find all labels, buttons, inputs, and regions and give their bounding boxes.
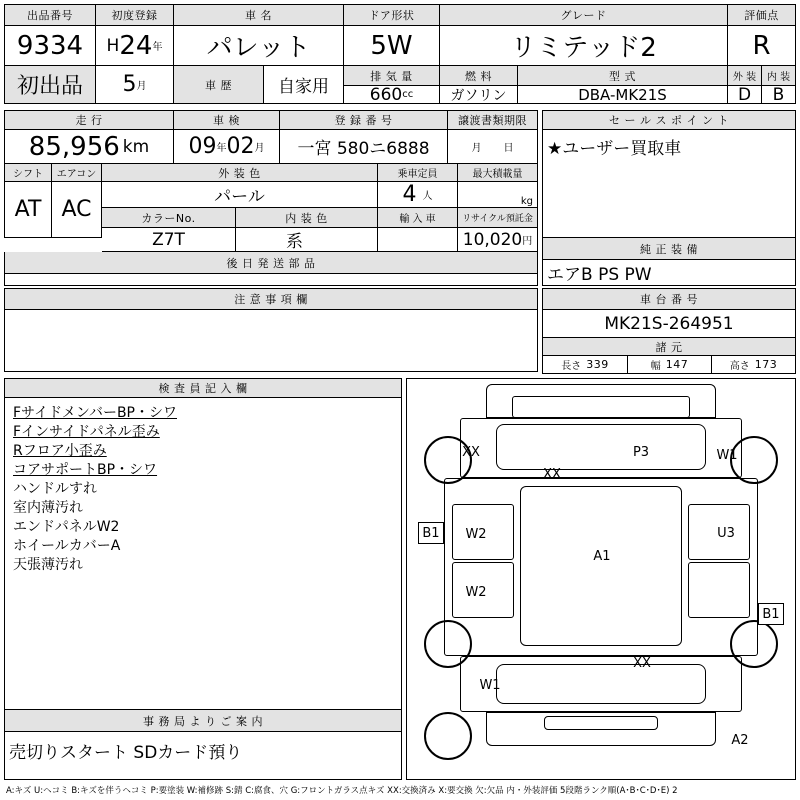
shaken-label: 車 検 [174, 110, 280, 130]
inspection-line: エンドパネルW2 [13, 519, 120, 535]
inspection-line: 天張薄汚れ [13, 557, 83, 573]
width-label: 幅 [650, 361, 661, 372]
first-reg-year-value: 24 [119, 30, 153, 61]
shaken-value [174, 130, 280, 164]
interior-grade-value: B [762, 86, 796, 104]
first-reg-label: 初度登録 [96, 4, 174, 26]
max-load-label: 最大積載量 [458, 164, 538, 182]
transfer-value [448, 130, 538, 164]
capacity-label: 乗車定員 [378, 164, 458, 182]
max-load-value [458, 182, 538, 208]
import-label: 輸 入 車 [378, 208, 458, 228]
diagram-rear-plate [544, 716, 658, 730]
shaken-year-unit: 年 [216, 143, 227, 154]
chassis-value: MK21S-264951 [542, 310, 796, 338]
first-reg-era: H [106, 35, 120, 56]
exterior-grade-label: 外 装 [728, 66, 762, 86]
grade-label: グレード [440, 4, 728, 26]
reg-no-label: 登 録 番 号 [280, 110, 448, 130]
length-cell [542, 356, 628, 374]
equipment-text: エアB PS PW [547, 265, 652, 285]
inspection-list [4, 398, 402, 710]
shaken-year: 09 [188, 134, 217, 159]
door-value: 5W [344, 26, 440, 66]
office-label: 事 務 局 よ り ご 案 内 [4, 710, 402, 732]
diagram-wheel-rear-left [424, 620, 472, 668]
chassis-label: 車 台 番 号 [542, 288, 796, 310]
ext-color-label: 外 装 色 [102, 164, 378, 182]
int-color-label: 内 装 色 [236, 208, 378, 228]
model-value: DBA-MK21S [518, 86, 728, 104]
transfer-month-unit: 月 [471, 143, 482, 154]
import-value [378, 228, 458, 252]
car-name-value: パレット [174, 26, 344, 66]
inspection-label: 検 査 員 記 入 欄 [4, 378, 402, 398]
diagram-mark: W2 [465, 584, 487, 600]
fuel-value: ガソリン [440, 86, 518, 104]
fuel-label: 燃 料 [440, 66, 518, 86]
transfer-day-unit: 日 [503, 143, 514, 154]
lot-no-label: 出品番号 [4, 4, 96, 26]
exterior-grade-value: D [728, 86, 762, 104]
diagram-mark: XX [462, 444, 480, 460]
capacity-number: 4 [402, 182, 417, 207]
diagram-mark: XX [543, 466, 561, 482]
diagram-mark: B1 [418, 522, 444, 544]
int-color-value [236, 228, 378, 252]
diagram-mark: XX [633, 655, 651, 671]
capacity-value [378, 182, 458, 208]
int-color-suffix: 系 [286, 232, 303, 252]
grade-value: リミテッド2 [440, 26, 728, 66]
height-cell [712, 356, 796, 374]
width-cell [628, 356, 712, 374]
first-reg-month [96, 66, 174, 104]
inspection-line: ハンドルすれ [13, 481, 97, 497]
office-value [4, 732, 402, 780]
later-parts-value [4, 274, 538, 286]
inspection-line: コアサポートBP・シワ [13, 462, 158, 478]
dimensions-label: 諸 元 [542, 338, 796, 356]
diagram-mark: W1 [479, 677, 501, 693]
car-name-label: 車 名 [174, 4, 344, 26]
capacity-unit: 人 [422, 191, 433, 202]
history-label: 車 歴 [174, 66, 264, 104]
later-parts-label: 後 日 発 送 部 品 [4, 252, 538, 274]
shift-value: AT [4, 182, 52, 238]
diagram-roof [520, 486, 682, 646]
recycle-label: リサイクル預託金 [458, 208, 538, 228]
height-value: 173 [754, 358, 778, 371]
model-label: 型 式 [518, 66, 728, 86]
diagram-mark: U3 [717, 525, 735, 541]
first-reg-year-unit: 年 [152, 42, 163, 53]
inspection-line: Fインサイドパネル歪み [13, 424, 160, 440]
displacement-unit: cc [402, 89, 414, 100]
mileage-label: 走 行 [4, 110, 174, 130]
lot-no-value: 9334 [4, 26, 96, 66]
sales-point-text: ★ユーザー買取車 [547, 139, 682, 159]
inspection-line: FサイドメンバーBP・シワ [13, 405, 177, 421]
mileage-number: 85,956 [28, 131, 120, 162]
notes-label: 注 意 事 項 欄 [4, 288, 538, 310]
mileage-unit: km [122, 136, 150, 157]
diagram-hood-inner [496, 424, 706, 470]
first-reg-month-value: 5 [122, 72, 137, 97]
displacement-number: 660 [369, 84, 403, 105]
score-label: 評価点 [728, 4, 796, 26]
reg-no-value: 一宮 580ニ6888 [280, 130, 448, 164]
diagram-right-rear-door [688, 562, 750, 618]
diagram-mark: W2 [465, 526, 487, 542]
office-text: 売切りスタート SDカード預り [9, 743, 243, 763]
first-reg-month-unit: 月 [136, 81, 147, 92]
diagram-mark: W1 [716, 447, 738, 463]
legend-footnote: A:キズ U:ヘコミ B:キズを伴うヘコミ P:要塗装 W:補修跡 S:錆 C:腐食、穴 G:フロントガラス点キズ XX:交換済み X:要交換 欠:欠品 内・外装評価 5段階ランク順(A･B･C･D･E) 2 [6, 786, 678, 796]
notes-value [4, 310, 538, 372]
height-label: 高さ [729, 361, 750, 372]
first-reg-year [96, 26, 174, 66]
transfer-label: 譲渡書類期限 [448, 110, 538, 130]
equipment-value [542, 260, 796, 286]
aircon-label: エアコン [52, 164, 102, 182]
inspection-line: 室内薄汚れ [13, 500, 83, 516]
length-value: 339 [586, 358, 609, 371]
max-load-unit: kg [520, 196, 533, 207]
diagram-mark: A2 [731, 732, 749, 748]
shaken-month-unit: 月 [254, 143, 265, 154]
score-value: R [728, 26, 796, 66]
door-label: ドア形状 [344, 4, 440, 26]
history-value: 自家用 [264, 66, 344, 104]
sales-point-label: セ ー ル ス ポ イ ン ト [542, 110, 796, 130]
width-value: 147 [665, 358, 689, 371]
displacement-label: 排 気 量 [344, 66, 440, 86]
inspection-line: Rフロア小歪み [13, 443, 107, 459]
color-no-label: カラーNo. [102, 208, 236, 228]
ext-color-value: パール [102, 182, 378, 208]
first-exhibit-badge: 初出品 [4, 66, 96, 104]
aircon-value: AC [52, 182, 102, 238]
diagram-trunk-inner [496, 664, 706, 704]
sales-point-value [542, 130, 796, 238]
diagram-mark: P3 [632, 444, 650, 460]
length-label: 長さ [561, 361, 582, 372]
recycle-number: 10,020 [462, 229, 523, 250]
diagram-wheel-rear-right [730, 620, 778, 668]
recycle-value [458, 228, 538, 252]
recycle-unit: 円 [522, 236, 533, 247]
diagram-mark: B1 [758, 603, 784, 625]
shaken-month: 02 [226, 134, 255, 159]
mileage-value [4, 130, 174, 164]
shift-label: シフト [4, 164, 52, 182]
equipment-label: 純 正 装 備 [542, 238, 796, 260]
diagram-spare-wheel [424, 712, 472, 760]
displacement-value [344, 86, 440, 104]
diagram-mark: A1 [593, 548, 611, 564]
color-no-value: Z7T [102, 228, 236, 252]
interior-grade-label: 内 装 [762, 66, 796, 86]
diagram-front-grille [512, 396, 690, 418]
inspection-line: ホイールカバーA [13, 538, 121, 554]
